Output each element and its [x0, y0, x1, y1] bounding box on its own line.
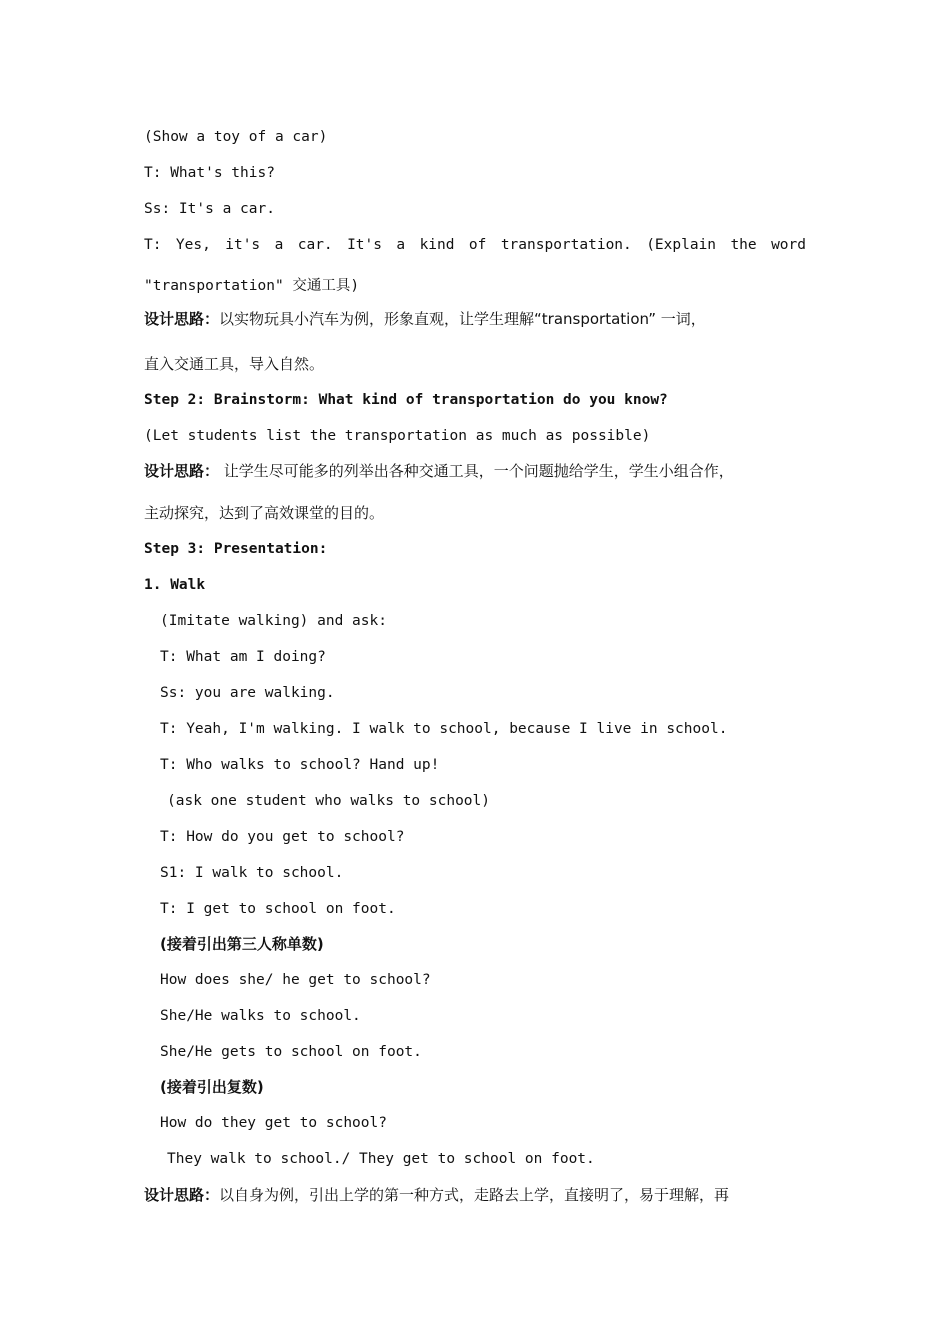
walk-students-answer: Ss: you are walking. [160, 685, 335, 701]
step-3-heading: Step 3: Presentation: [144, 541, 328, 557]
design-note-3 [144, 1185, 729, 1205]
walk-student-answer: S1: I walk to school. [160, 865, 344, 881]
walk-imitate-line: (Imitate walking) and ask: [160, 613, 387, 629]
step-2-heading: Step 2: Brainstorm: What kind of transportation do you know? [144, 392, 668, 408]
design-note-1-continued: 直入交通工具，导入自然。 [144, 355, 325, 373]
word: It's [347, 237, 382, 253]
word: a [396, 237, 406, 253]
text-line-transportation-definition: "transportation" 交通工具) [144, 278, 360, 294]
third-person-on-foot: She/He gets to school on foot. [160, 1044, 422, 1060]
third-person-question: How does she/ he get to school? [160, 972, 431, 988]
text-line-students-answer: Ss: It's a car. [144, 201, 275, 217]
walk-on-foot-line: T: I get to school on foot. [160, 901, 396, 917]
word: a [274, 237, 284, 253]
design-note-text: 以自身为例，引出上学的第一种方式，走路去上学，直接明了，易于理解，再 [219, 1186, 730, 1204]
plural-answer: They walk to school./ They get to school on foot. [167, 1151, 595, 1167]
plural-question: How do they get to school? [160, 1115, 387, 1131]
word: kind [419, 237, 455, 253]
step-2-instruction: (Let students list the transportation as much as possible) [144, 428, 651, 444]
walk-teacher-question: T: What am I doing? [160, 649, 326, 665]
word: car. [297, 237, 333, 253]
walk-how-question: T: How do you get to school? [160, 829, 405, 845]
walk-teacher-example: T: Yeah, I'm walking. I walk to school, because I live in school. [160, 721, 728, 737]
word: the [730, 237, 757, 253]
word: T: [144, 237, 162, 253]
text-line-show-toy: (Show a toy of a car) [144, 129, 328, 145]
walk-hand-up-line: T: Who walks to school? Hand up! [160, 757, 440, 773]
word: word [771, 237, 806, 253]
third-person-note: (接着引出第三人称单数) [160, 935, 324, 953]
design-note-label: 设计思路： [144, 1186, 220, 1204]
walk-ask-student-line: (ask one student who walks to school) [167, 793, 491, 809]
word: transportation. [500, 237, 632, 253]
design-note-2-continued: 主动探究，达到了高效课堂的目的。 [144, 504, 385, 522]
word: it's [225, 237, 261, 253]
text-line-teacher-question: T: What's this? [144, 165, 275, 181]
word: (Explain [646, 237, 717, 253]
design-note-label: 设计思路： [144, 462, 220, 480]
design-note-text: 以实物玩具小汽车为例，形象直观，让学生理解“transportation” 一词， [219, 310, 706, 328]
design-note-2 [144, 461, 734, 481]
third-person-walks: She/He walks to school. [160, 1008, 361, 1024]
plural-note: (接着引出复数) [160, 1078, 264, 1096]
word: of [468, 237, 487, 253]
word: Yes, [175, 237, 211, 253]
design-note-text: 让学生尽可能多的列举出各种交通工具，一个问题抛给学生，学生小组合作， [219, 462, 734, 480]
text-line-teacher-explanation [144, 235, 806, 255]
walk-heading: 1. Walk [144, 577, 206, 593]
design-note-1 [144, 309, 706, 329]
design-note-label: 设计思路： [144, 310, 220, 328]
